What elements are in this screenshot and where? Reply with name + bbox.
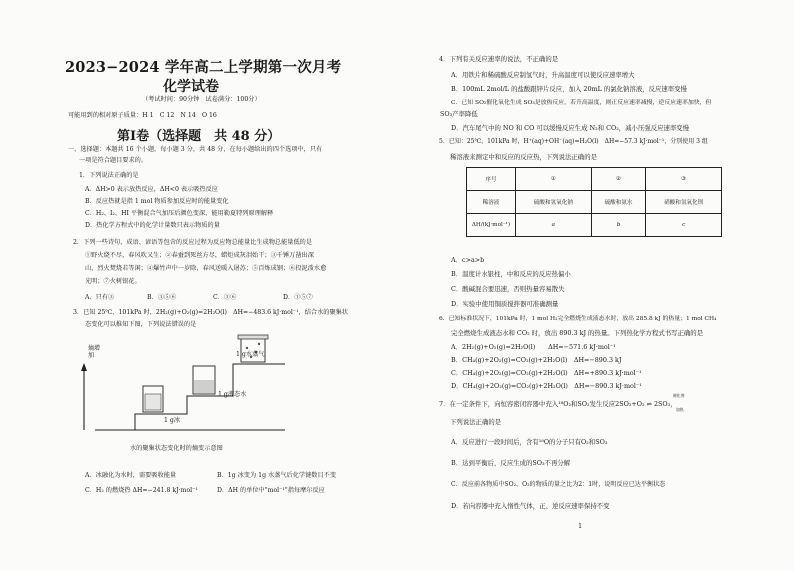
q6-option-d: D．CH₄(g)+2O₂(g)=CO₂(g)+2H₂O(l) ΔH=−890.3 kJ·mol⁻¹ xyxy=(451,382,642,390)
q3-stem-2: 态变化可以推知下图，下列说法错误的是 xyxy=(85,321,197,328)
q3-option-a: A．冰融化为水时，需要吸收能量 xyxy=(85,472,177,479)
table-cell: a xyxy=(516,214,592,237)
table-cell: ② xyxy=(591,168,646,191)
table-cell: ③ xyxy=(646,168,722,191)
q1-stem: 1．下列说法正确的是 xyxy=(79,172,139,179)
q2-stem-2: ①野火烧不尽，春风吹又生；②春蚕到死丝方尽，蜡炬成灰泪始干；③千锤万凿出深 xyxy=(85,252,314,259)
q2-option-a: A．只有③ xyxy=(85,294,115,301)
q2-stem-1: 2．下列一些诗句、成语、谚语等包含的反应过程为反应物总能量比生成物总能量低的是 xyxy=(73,239,313,246)
q3-option-b: B．1g 冰变为 1g 水蒸气后化学键数目不变 xyxy=(217,472,337,479)
q5-option-b: B．温度计水银柱，中和反应的反应热偏小 xyxy=(451,270,571,278)
q2-option-c: C．③⑥ xyxy=(213,294,237,301)
table-cell: ΔH/(kJ·mol⁻¹) xyxy=(467,214,516,237)
page-number: 1 xyxy=(578,522,583,530)
q2-stem-4: 光明；⑦火树银花。 xyxy=(85,278,141,285)
q3-option-c: C．H₂ 的燃烧热 ΔH=−241.8 kJ·mol⁻¹ xyxy=(85,487,198,494)
entropy-arrow-head xyxy=(81,363,87,371)
q4-stem: 4．下列有关反应速率的说法，不正确的是 xyxy=(439,55,559,63)
table-row xyxy=(467,191,722,214)
table-cell: b xyxy=(591,214,646,237)
table-cell: ① xyxy=(516,168,592,191)
q1-option-b: B．反应热就是指 1 mol 物质参加反应时的能量变化 xyxy=(85,198,229,205)
right-column xyxy=(400,0,794,571)
q7-stem-1: 7．在一定条件下，向恒容密闭容器中充入¹⁸O₂和SO₂发生反应2SO₂+O₂ ⇌ 2SO₃， xyxy=(439,400,677,408)
table-cell: 硫酸和氨水 xyxy=(591,191,646,214)
table-cell: 序号 xyxy=(467,168,516,191)
section-title: 第Ⅰ卷（选择题 共 48 分） xyxy=(117,129,281,144)
figure-bottom-label: 1 g冰 xyxy=(164,417,181,424)
q5-option-c: C．酸碱混合要迅速，否则热量容易散失 xyxy=(451,285,565,293)
q7-option-b: B．达到平衡后，反应生成的SO₃不再分解 xyxy=(451,459,571,467)
table-cell: 硫酸和氢氧化钠 xyxy=(516,191,592,214)
table-cell: c xyxy=(646,214,722,237)
q2-stem-3: 山，烈火焚烧若等闲；④爆竹声中一岁除，春风送暖入屠苏；⑤百炼成钢；⑥投泥泼水愈 xyxy=(85,265,327,272)
q7-option-a: A．反应进行一段时间后，含有¹⁸O的分子只有O₂和SO₃ xyxy=(451,438,608,446)
q7-option-c: C．反应前各物质中SO₂、O₂的物质的量之比为2：1时，说明反应已达平衡状态 xyxy=(451,481,666,488)
entropy-figure xyxy=(75,330,315,442)
exam-title: 2023−2024 学年高二上学期第一次月考 xyxy=(65,59,342,76)
q2-option-b: B．③⑤⑥ xyxy=(147,294,177,301)
q5-option-d: D．实验中使用铜质搅拌器可准确测量 xyxy=(451,300,559,308)
liquid-container xyxy=(193,366,215,394)
q3-option-d: D．ΔH 的单位中"mol⁻¹"指每摩尔反应 xyxy=(217,487,325,494)
atomic-masses: 可能用到的相对原子质量：H 1 C 12 N 14 O 16 xyxy=(68,112,217,119)
table-cell: 稀溶液 xyxy=(467,191,516,214)
table-row xyxy=(467,214,722,237)
q5-option-a: A．c>a>b xyxy=(451,256,485,264)
q4-option-c-cont: SO₃产率降低 xyxy=(440,110,478,118)
heat-label: 加热 xyxy=(676,407,684,412)
figure-top-label: 1 g水蒸气 xyxy=(236,351,265,358)
q7-option-d: D．若向容器中充入惰性气体，正、逆反应速率保持不变 xyxy=(451,502,610,510)
table-cell: 硝酸和氢氧化钡 xyxy=(646,191,722,214)
q1-option-c: C．H₂、I₂、HI 平衡混合气加压后颜色变深，能用勒夏特列原理解释 xyxy=(85,210,274,217)
section-intro-2: 一项是符合题目要求的。 xyxy=(79,157,148,164)
q2-option-d: D．①⑤⑦ xyxy=(283,294,313,301)
q1-option-a: A．ΔH>0 表示放热反应，ΔH<0 表示吸热反应 xyxy=(85,186,218,193)
q6-stem-1: 6．已知标准状况下，101kPa 时，1 mol H₂完全燃烧生成液态水时，放出 285.8 kJ 的热量；1 mol CH₄ xyxy=(439,316,717,322)
figure-caption: 水的聚集状态变化时的熵变示意图 xyxy=(130,445,223,452)
q7-stem-2: 下列说法正确的是 xyxy=(450,418,502,426)
q4-option-b: B．100mL 2mol/L 的盐酸跟锌片反应，加入 20mL 的氯化钠溶液，反应速率变慢 xyxy=(451,85,687,93)
ice-container xyxy=(143,386,163,412)
q1-option-d: D．热化学方程式中的化学计量数只表示物质的量 xyxy=(85,222,220,229)
table-row xyxy=(467,168,722,191)
exam-subtitle: 化学试卷 xyxy=(163,79,219,95)
q4-option-a: A．用铁片和稀硫酸反应制氢气时，升高温度可以使反应速率增大 xyxy=(451,71,635,79)
q6-option-c: C．CH₄(g)+2O₂(g)=CO₂(g)+2H₂O(l) ΔH=+890.3 kJ·mol⁻¹ xyxy=(451,369,642,377)
q5-stem-2: 稀溶液来测定中和反应的反应热，下列说法正确的是 xyxy=(450,153,597,161)
q5-table xyxy=(466,167,722,237)
q6-option-b: B．CH₄(g)+2O₂(g)=CO₂(g)+2H₂O(l) ΔH=−890.3 kJ xyxy=(451,356,622,364)
catalyst-label: 催化剂 xyxy=(673,393,685,398)
exam-info: （考试时间：90分钟 试卷满分：100分） xyxy=(142,96,261,103)
q6-option-a: A．2H₂(g)+O₂(g)=2H₂O(l) ΔH=−571.6 kJ·mol⁻¹ xyxy=(451,343,616,351)
entropy-arrow-label: 熵增加 xyxy=(88,345,101,359)
q5-stem-1: 5．已知：25℃、101kPa 时，H⁺(aq)+OH⁻(aq)=H₂O(l) ΔH=−57.3 kJ·mol⁻¹，分别使用 3 组 xyxy=(439,138,708,145)
q3-stem-1: 3．已知 25℃、101kPa 时，2H₂(g)+O₂(g)=2H₂O(l) ΔH=−483.6 kJ·mol⁻¹，结合水的聚集状 xyxy=(73,309,349,316)
q4-option-c: C．已知 SO₂催化氧化生成 SO₃是放热反应，若升高温度，则正反应速率减慢，逆反应速率加快，但 xyxy=(451,100,712,106)
q4-option-d: D．汽车尾气中的 NO 和 CO 可以缓慢反应生成 N₂和 CO₂，减小压强反应速率变慢 xyxy=(451,124,690,132)
figure-middle-label: 1 g液态水 xyxy=(218,391,247,398)
section-intro: 一、选择题：本题共 16 个小题，每小题 3 分，共 48 分，在每小题给出的四个选项中，只有 xyxy=(68,146,323,153)
q6-stem-2: 完全燃烧生成液态水和 CO₂ 时，放出 890.3 kJ 的热量。下列热化学方程式书写正确的是 xyxy=(451,329,704,337)
